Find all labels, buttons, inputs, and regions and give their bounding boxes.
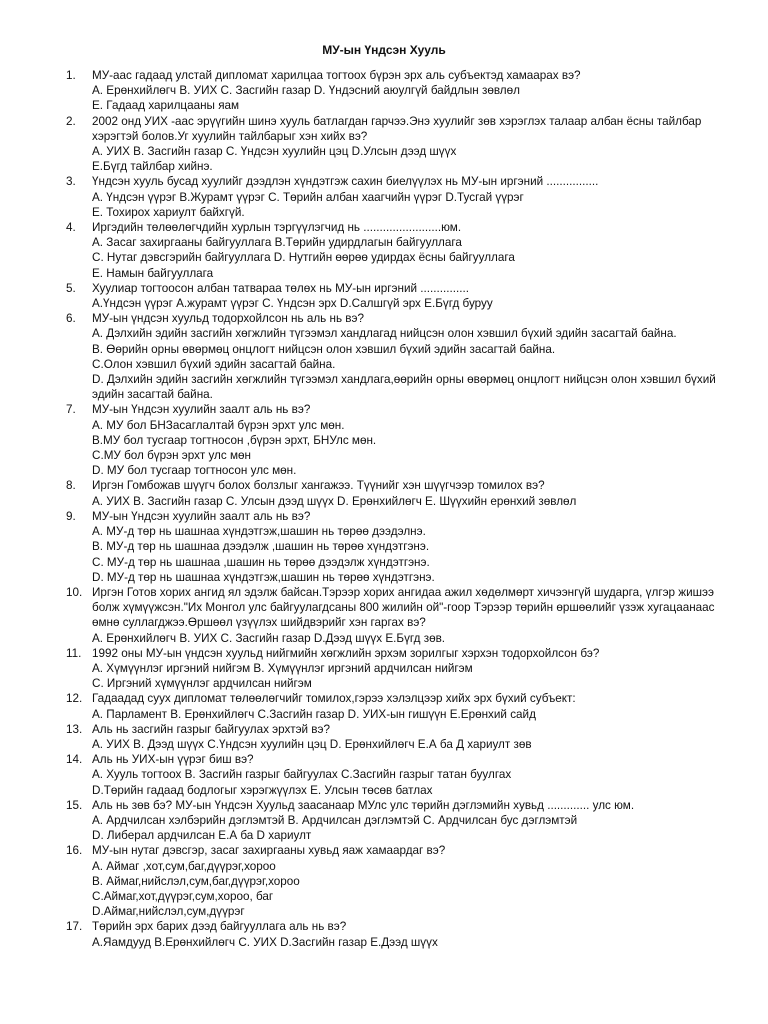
question-item: [0, 281, 768, 311]
question-text: Аль нь зөв бэ? МУ-ын Үндсэн Хуульд заасанаар МУлс улс төрийн дэглэмийн хувьд ............. улс юм.: [92, 798, 635, 812]
answer-options-line: Е. Тохирох хариулт байхгүй.: [92, 205, 245, 219]
answer-options-line: В. Өөрийн орны өвөрмөц онцлогт нийцсэн олон хэвшил бүхий эдийн засагтай байна.: [92, 342, 556, 356]
answer-options-line: А. Үндсэн үүрэг В.Журамт үүрэг С. Төрийн албан хаагчийн үүрэг D.Тусгай үүрэг: [92, 190, 524, 204]
question-number: 10.: [66, 585, 83, 599]
answer-options-line: С. Нутаг дэвсгэрийн байгууллага D. Нутгийн өөрөө удирдах ёсны байгууллага: [92, 251, 515, 265]
question-number: 11.: [66, 646, 82, 660]
answer-options-line: А. Ерөнхийлөгч В. УИХ С. Засгийн газар D.Дээд шүүх Е.Бүгд зөв.: [92, 631, 446, 645]
question-text: Иргэдийн төлөөлөгчдийн хурлын тэргүүлэгчид нь ........................юм.: [92, 221, 462, 235]
question-text: МУ-ын нутаг дэвсгэр, засаг захиргааны хувьд яаж хамаардаг вэ?: [92, 844, 446, 858]
question-number: 15.: [66, 798, 83, 812]
question-number: 7.: [66, 403, 76, 417]
question-text: Иргэн Готов хорих ангид ял эдэлж байсан.Тэрээр хорих ангидаа ажил хөдөлмөрт хичээнгүй шударга, үлгэр жишээ болж хүмүүжсэн."Их Монгол улс байгуулагдсаны 800 жилийн ой"-гоор Тэрээр төрийн өршөөлийг үзэж хугацаанаас өмнө суллагджээ.Өршөөл үзүүлэх шийдвэрийг хэн гаргах вэ?: [92, 585, 715, 630]
question-text: Гадаадад суух дипломат төлөөлөгчийг томилох,гэрээ хэлэлцээр хийх эрх бүхий субъект:: [92, 692, 576, 706]
question-item: [0, 798, 768, 844]
answer-options-line: D. МУ бол тусгаар тогтносон улс мөн.: [92, 464, 297, 478]
answer-options-line: С. МУ-д төр нь шашнаа ,шашин нь төрөө дээдэлж хүндэтгэнэ.: [92, 555, 430, 569]
question-item: [0, 68, 768, 114]
question-number: 1.: [66, 69, 76, 82]
question-text: МУ-ын Үндсэн хуулийн заалт аль нь вэ?: [92, 509, 311, 523]
document-title: МУ-ын Үндсэн Хууль: [322, 43, 446, 57]
question-text: 1992 оны МУ-ын үндсэн хуульд нийгмийн хөгжлийн эрхэм зорилгыг хэрхэн тодорхойлсон бэ?: [92, 646, 600, 660]
answer-options-line: А. Ерөнхийлөгч В. УИХ С. Засгийн газар D. Үндэсний аюулгүй байдлын зөвлөл: [92, 84, 520, 98]
question-number: 9.: [66, 509, 76, 523]
question-list: [0, 68, 768, 950]
question-item: [0, 220, 768, 281]
question-text: Аль нь УИХ-ын үүрэг биш вэ?: [92, 753, 254, 767]
question-item: [0, 114, 768, 175]
question-item: [0, 691, 768, 721]
answer-options-line: А. МУ бол БНЗасаглалтай бүрэн эрхт улс мөн.: [92, 418, 345, 432]
question-item: [0, 722, 768, 752]
answer-options-line: А. Парламент В. Ерөнхийлөгч С.Засгийн газар D. УИХ-ын гишүүн Е.Ерөнхий сайд: [92, 707, 536, 721]
answer-options-line: С. Иргэний хүмүүнлэг ардчилсан нийгэм: [92, 677, 312, 691]
answer-options-line: А. Хүмүүнлэг иргэний нийгэм В. Хүмүүнлэг иргэний ардчилсан нийгэм: [92, 661, 473, 675]
question-item: [0, 919, 768, 949]
answer-options-line: В. Аймаг,нийслэл,сум,баг,дүүрэг,хороо: [92, 874, 300, 888]
question-number: 4.: [66, 221, 76, 235]
answer-options-line: С.Олон хэвшил бүхий эдийн засагтай байна.: [92, 357, 336, 371]
answer-options-line: С.Аймаг,хот,дүүрэг,сум,хороо, баг: [92, 889, 274, 903]
question-number: 13.: [66, 722, 83, 736]
answer-options-line: Е. Гадаад харилцааны яам: [92, 99, 240, 113]
question-number: 3.: [66, 175, 76, 189]
answer-options-line: Е.Бүгд тайлбар хийнэ.: [92, 160, 213, 174]
question-text: МУ-ын Үндсэн хуулийн заалт аль нь вэ?: [92, 403, 311, 417]
question-text: Аль нь засгийн газрыг байгуулах эрхтэй вэ?: [92, 722, 330, 736]
answer-options-line: А. МУ-д төр нь шашнаа хүндэтгэж,шашин нь төрөө дээдэлнэ.: [92, 525, 426, 539]
question-item: [0, 402, 768, 478]
question-number: 5.: [66, 281, 76, 295]
question-number: 14.: [66, 753, 83, 767]
question-number: 16.: [66, 844, 83, 858]
question-number: 17.: [66, 920, 83, 934]
answer-options-line: D.Аймаг,нийслэл,сум,дүүрэг: [92, 905, 245, 919]
answer-options-line: А. Хууль тогтоох В. Засгийн газрыг байгуулах С.Засгийн газрыг татан буулгах: [92, 768, 512, 782]
question-text: МУ-ын үндсэн хуульд тодорхойлсон нь аль нь вэ?: [92, 312, 364, 326]
question-text: Үндсэн хууль бусад хуулийг дээдлэн хүндэтгэж сахин биелүүлэх нь МУ-ын иргэний ................: [92, 175, 599, 189]
question-item: [0, 311, 768, 402]
question-item: [0, 478, 768, 508]
answer-options-line: А. УИХ В. Дээд шүүх С.Үндсэн хуулийн цэц D. Ерөнхийлөгч Е.А ба Д хариулт зөв: [92, 737, 532, 751]
answer-options-line: С.МУ бол бүрэн эрхт улс мөн: [92, 449, 251, 463]
answer-options-line: D. МУ-д төр нь шашнаа хүндэтгэж,шашин нь төрөө хүндэтгэнэ.: [92, 570, 435, 584]
question-number: 2.: [66, 114, 76, 128]
answer-options-line: А.Үндсэн үүрэг А.журамт үүрэг С. Үндсэн эрх D.Салшгүй эрх Е.Бүгд буруу: [92, 297, 493, 311]
answer-options-line: D. Дэлхийн эдийн засгийн хөгжлийн түгээмэл хандлага,өөрийн орны өвөрмөц онцлогт нийцсэн олон хэвшил бүхий эдийн засагтай байна.: [92, 373, 716, 402]
answer-options-line: D.Төрийн гадаад бодлогыг хэрэгжүүлэх Е. Улсын төсөв батлах: [92, 783, 433, 797]
answer-options-line: А. Аймаг ,хот,сум,баг,дүүрэг,хороо: [92, 859, 276, 873]
answer-options-line: А.Яамдууд В.Ерөнхийлөгч С. УИХ D.Засгийн газар Е.Дээд шүүх: [92, 935, 438, 949]
question-text: Төрийн эрх барих дээд байгууллага аль нь вэ?: [92, 920, 347, 934]
question-text: 2002 онд УИХ -аас эрүүгийн шинэ хууль батлагдан гарчээ.Энэ хуулийг зөв хэрэглэх талаар албан ёсны тайлбар хэрэгтэй болов.Уг хуулийн тайлбарыг хэн хийх вэ?: [92, 114, 702, 143]
question-number: 6.: [66, 312, 76, 326]
question-text: Хуулиар тогтоосон албан татвараа төлөх нь МУ-ын иргэний ...............: [92, 281, 469, 295]
answer-options-line: Е. Намын байгууллага: [92, 266, 214, 280]
question-item: [0, 174, 768, 220]
question-text: Иргэн Гомбожав шүүгч болох болзлыг хангажээ. Түүнийг хэн шүүгчээр томилох вэ?: [92, 479, 545, 493]
answer-options-line: А. Дэлхийн эдийн засгийн хөгжлийн түгээмэл хандлагад нийцсэн олон хэвшил бүхий эдийн засагтай байна.: [92, 327, 677, 341]
question-item: [0, 752, 768, 798]
answer-options-line: А. Ардчилсан хэлбэрийн дэглэмтэй В. Ардчилсан дэглэмтэй С. Ардчилсан бус дэглэмтэй: [92, 813, 578, 827]
answer-options-line: А. Засаг захиргааны байгууллага В.Төрийн удирдлагын байгууллага: [92, 236, 462, 250]
question-number: 8.: [66, 479, 76, 493]
question-item: [0, 585, 768, 646]
answer-options-line: А. УИХ В. Засгийн газар С. Улсын дээд шүүх D. Ерөнхийлөгч Е. Шүүхийн ерөнхий зөвлөл: [92, 494, 577, 508]
answer-options-line: А. УИХ В. Засгийн газар С. Үндсэн хуулийн цэц D.Улсын дээд шүүх: [92, 145, 457, 159]
answer-options-line: В.МУ бол тусгаар тогтносон ,бүрэн эрхт, БНУлс мөн.: [92, 433, 377, 447]
answer-options-line: В. МУ-д төр нь шашнаа дээдэлж ,шашин нь төрөө хүндэтгэнэ.: [92, 540, 430, 554]
question-item: [0, 843, 768, 919]
question-text: МУ-аас гадаад улстай дипломат харилцаа тогтоох бүрэн эрх аль субъектэд хамаарах вэ?: [92, 69, 581, 82]
question-number: 12.: [66, 692, 83, 706]
question-item: [0, 509, 768, 585]
question-item: [0, 646, 768, 692]
answer-options-line: D. Либерал ардчилсан Е.А ба D хариулт: [92, 829, 312, 843]
